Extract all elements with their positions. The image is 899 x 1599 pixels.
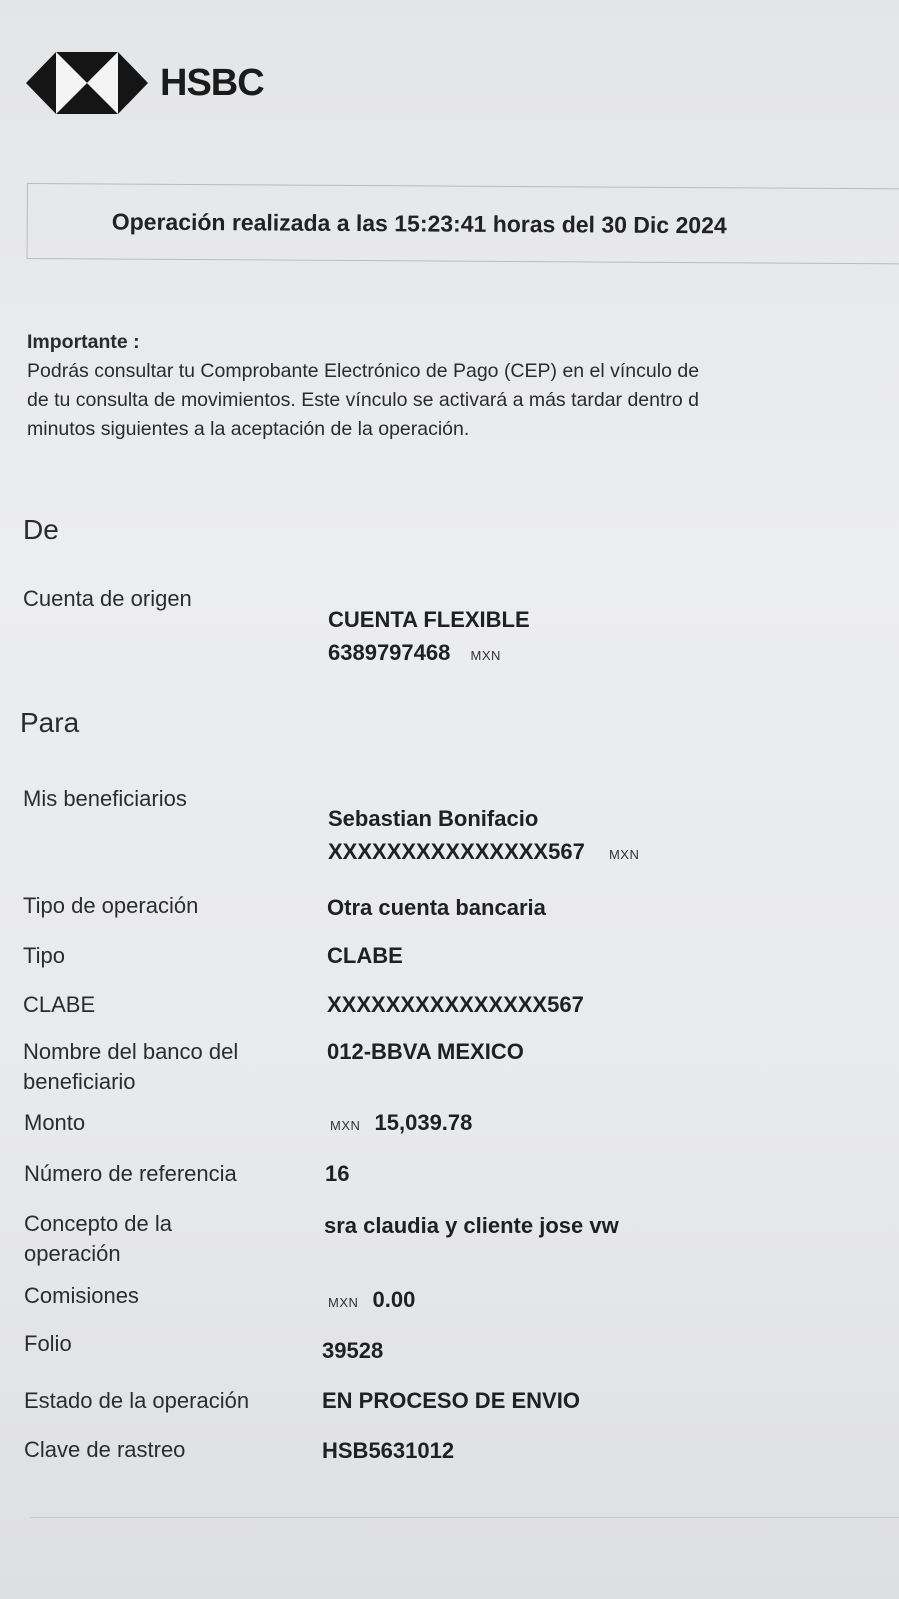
- beneficiary-account: XXXXXXXXXXXXXXX567: [328, 839, 585, 864]
- concept-label: [24, 1209, 172, 1269]
- notice-line-3: minutos siguientes a la aceptación de la operación.: [27, 418, 470, 440]
- operation-timestamp-text: Operación realizada a las 15:23:41 horas del 30 Dic 2024: [111, 208, 727, 238]
- amount-row: [330, 1107, 472, 1142]
- bank-name-label-line-2: beneficiario: [23, 1069, 136, 1094]
- section-heading-from: De: [23, 514, 59, 545]
- clabe-value: XXXXXXXXXXXXXXX567: [327, 992, 584, 1017]
- notice-title: Importante :: [27, 331, 140, 353]
- operation-timestamp-banner: [27, 183, 899, 264]
- beneficiaries-label: Mis beneficiarios: [23, 786, 187, 811]
- concept-label-line-1: Concepto de la: [24, 1211, 172, 1236]
- origin-account-number: 6389797468: [328, 640, 451, 665]
- status-label: Estado de la operación: [24, 1388, 250, 1413]
- beneficiary-name: Sebastian Bonifacio: [328, 806, 539, 831]
- beneficiary-account-row: [328, 836, 639, 871]
- concept-label-line-2: operación: [24, 1241, 121, 1266]
- important-notice: [27, 328, 899, 444]
- amount-currency: MXN: [330, 1118, 361, 1133]
- origin-account-label: Cuenta de origen: [23, 586, 192, 611]
- notice-line-1: Podrás consultar tu Comprobante Electrónico de Pago (CEP) en el vínculo de: [27, 360, 700, 382]
- section-heading-to: Para: [20, 707, 80, 738]
- fees-currency: MXN: [328, 1295, 359, 1310]
- bank-name-label-line-1: Nombre del banco del: [23, 1039, 239, 1064]
- hsbc-hexagon-logo-icon: [26, 50, 148, 116]
- clabe-label: CLABE: [23, 992, 96, 1017]
- folio-label: Folio: [24, 1331, 72, 1356]
- reference-number-label: Número de referencia: [24, 1161, 237, 1186]
- beneficiary-account-currency: MXN: [608, 847, 640, 862]
- folio-value: 39528: [322, 1338, 384, 1363]
- amount-label: Monto: [24, 1110, 86, 1135]
- hsbc-logo: [26, 50, 264, 116]
- fees-label: Comisiones: [24, 1283, 139, 1308]
- tracking-key-label: Clave de rastreo: [24, 1437, 186, 1462]
- tracking-key-value: HSB5631012: [322, 1438, 455, 1463]
- origin-account-number-row: [328, 637, 501, 672]
- reference-number-value: 16: [325, 1161, 350, 1186]
- fees-value: 0.00: [372, 1287, 416, 1312]
- operation-type-label: Tipo de operación: [23, 893, 199, 918]
- amount-value: 15,039.78: [374, 1110, 473, 1135]
- status-value: EN PROCESO DE ENVIO: [322, 1388, 580, 1413]
- notice-line-2: de tu consulta de movimientos. Este vínculo se activará a más tardar dentro d: [27, 389, 700, 411]
- concept-value: sra claudia y cliente jose vw: [324, 1213, 619, 1238]
- brand-name: HSBC: [160, 61, 264, 104]
- origin-account-currency: MXN: [470, 648, 501, 663]
- bottom-divider: [30, 1517, 899, 1518]
- type-value: CLABE: [327, 943, 403, 968]
- fees-row: [328, 1284, 415, 1319]
- operation-type-value: Otra cuenta bancaria: [327, 895, 546, 920]
- bank-name-label: [23, 1037, 238, 1097]
- bank-name-value: 012-BBVA MEXICO: [327, 1039, 524, 1064]
- type-label: Tipo: [23, 943, 65, 968]
- origin-account-name: CUENTA FLEXIBLE: [328, 607, 530, 632]
